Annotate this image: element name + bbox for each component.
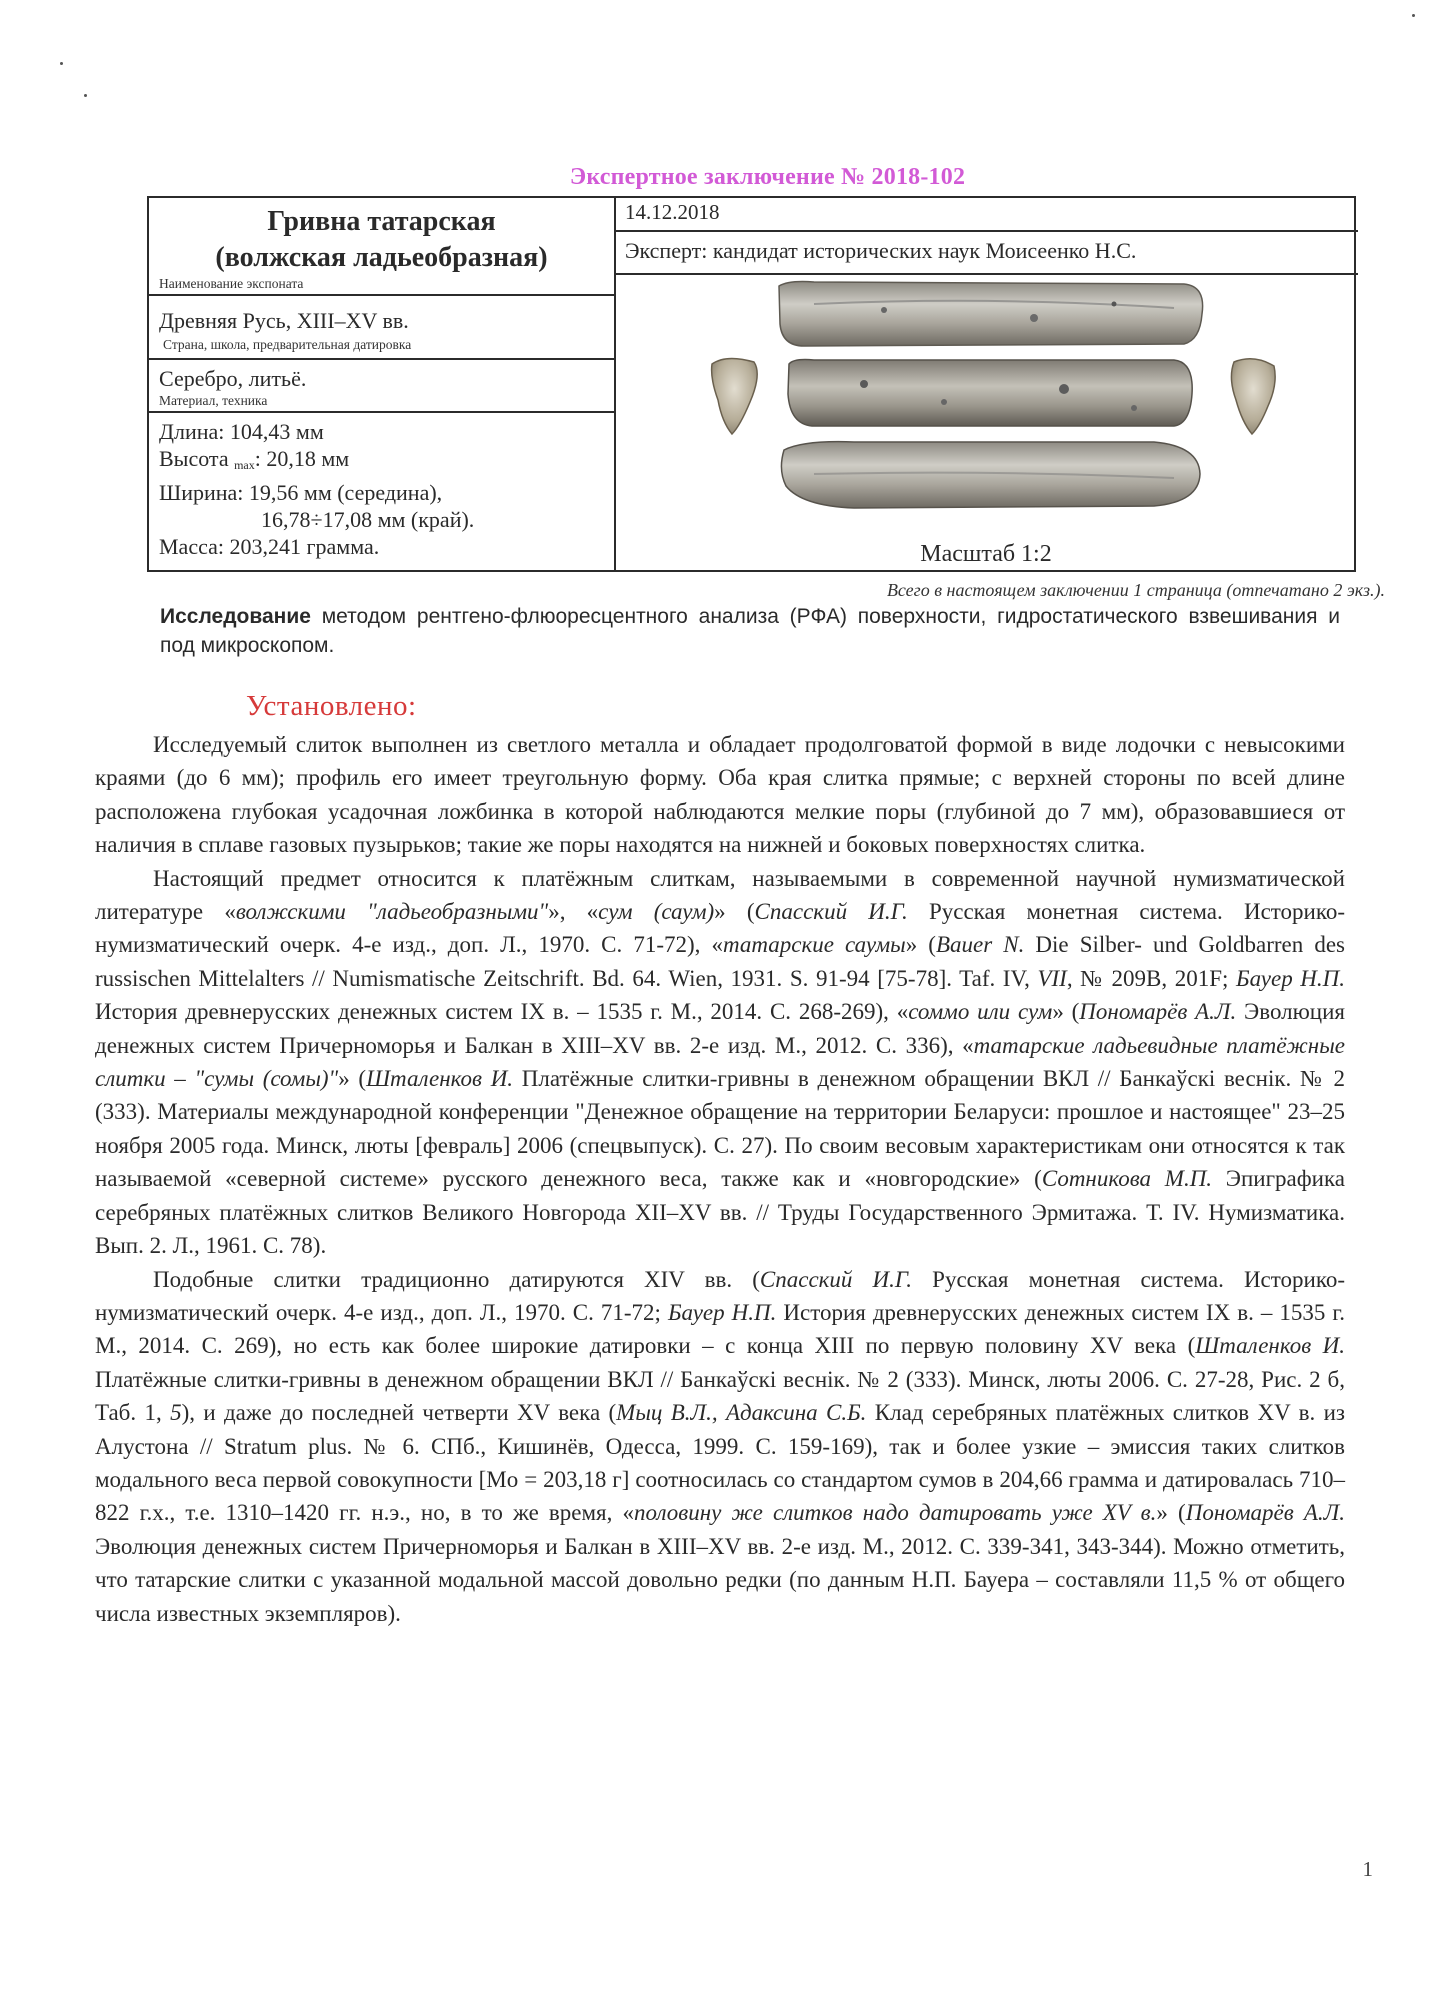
text-run: ), и даже до последней четверти XV века (	[181, 1400, 617, 1426]
document-date: 14.12.2018	[625, 200, 720, 224]
scan-speck	[60, 62, 63, 65]
italic-citation: Пономарёв А.Л.	[1185, 1500, 1345, 1526]
text-run: Эпиграфика серебряных платёжных слитков Великого Новгорода XII–XV вв. // Труды Государственного Эрмитажа. Т. IV. Нумизматика. Вып. 2. Л., 1961. С. 78).	[95, 1166, 1345, 1259]
paragraph-1: Исследуемый слиток выполнен из светлого металла и обладает продолговатой формой в виде лодочки с невысокими краями (до 6 мм); профиль его имеет треугольную форму. Оба края слитка прямые; с верхней стороны по всей длине расположена глубокая усадочная ложбинка в которой наблюдаются мелкие поры (глубиной до 7 мм), образовавшиеся от наличия в сплаве газовых пузырьков; такие же поры находятся на нижней и боковых поверхностях слитка.	[95, 732, 1345, 858]
scale-label: Масштаб 1:2	[920, 541, 1052, 567]
italic-citation: Пономарёв А.Л.	[1079, 999, 1237, 1025]
italic-citation: соммо или сум	[908, 999, 1053, 1025]
page-number: 1	[1362, 1857, 1373, 1881]
exhibit-name-line1: Гривна татарская	[267, 206, 496, 237]
text-run: Русская монетная система. Историко-нумизматический очерк. 4-е изд., доп. Л., 1970. С. 71-72;	[95, 1266, 1345, 1325]
material-caption: Материал, техника	[159, 393, 268, 408]
scan-speck	[1412, 14, 1415, 17]
document-title: Экспертное заключение № 2018-102	[569, 164, 966, 190]
width-value-middle: Ширина: 19,56 мм (середина),	[159, 480, 443, 505]
exhibit-name-line2: (волжская ладьеобразная)	[215, 242, 548, 273]
width-value-edge: 16,78÷17,08 мм (край).	[261, 507, 475, 532]
text-run: » (	[905, 932, 936, 958]
text-run: История древнерусских денежных систем IX в. – 1535 г. М., 2014. С. 269), но есть как более широкие датировки – с конца XIII по первую половину XV века (	[95, 1299, 1345, 1359]
text-run: », «	[548, 899, 599, 925]
italic-citation: Бауер Н.П.	[1236, 965, 1346, 991]
italic-citation: Bauer N.	[935, 932, 1025, 958]
text-run: » (	[338, 1066, 367, 1092]
text-run: Эволюция денежных систем Причерноморья и Балкан в XIII–XV вв. 2-е изд. М., 2012. С. 339-341, 343-344). Можно отметить, что татарские слитки с указанной модальной массой довольно редки (по данным Н.П. Бауера – составляли 11,5 % от общего числа известных экземпляров).	[95, 1533, 1345, 1626]
exhibit-origin: Древняя Русь, XIII–XV вв.	[159, 308, 409, 333]
established-heading: Установлено:	[246, 690, 417, 722]
text-run: Die Silber- und Goldbarren des russischen Mittelalters // Numismatische Zeitschrift. Bd. 64. Wien, 1931. S. 91-94 [75-78]. Taf. IV,	[95, 932, 1345, 991]
text-run: Эволюция денежных систем Причерноморья и Балкан в XIII–XV вв. 2-е изд. М., 2012. С. 336), «	[95, 999, 1345, 1058]
italic-citation: Бауер Н.П.	[667, 1299, 777, 1325]
text-run: Русская монетная система. Историко-нумизматический очерк. 4-е изд., доп. Л., 1970. С. 71-72), «	[95, 899, 1346, 958]
ingot-bottom-view	[781, 442, 1200, 508]
table-rule	[614, 230, 1358, 232]
exhibit-name-caption: Наименование экспоната	[159, 276, 304, 291]
ingot-end-view-right	[1231, 359, 1275, 434]
italic-citation: VII	[1037, 965, 1067, 991]
ingot-side-view	[788, 360, 1192, 427]
text-run: Клад серебряных платёжных слитков XV в. из Алустона // Stratum plus. № 6. СПб., Кишинёв, Одесса, 1999. С. 159-169), так и более узкие – эмиссия таких слитков модального веса первой совокупности [Mo = 203,18 г] соотносилась со стандартом сумов в 204,66 грамма и датировалась 710–822 г.х., т.е. 1310–1420 гг. н.э., но, в то же время, «	[95, 1400, 1345, 1526]
italic-citation: Спасский И.Г.	[759, 1266, 913, 1292]
italic-citation: татарские ладьевидные платёжные слитки – "сумы (сомы)"	[95, 1032, 1345, 1092]
text-run: , № 209B, 201F;	[1066, 965, 1237, 991]
exhibit-name	[149, 204, 614, 276]
text-run: » (	[1156, 1500, 1186, 1526]
origin-caption: Страна, школа, предварительная датировка	[163, 337, 412, 352]
italic-citation: Сотникова М.П.	[1041, 1166, 1213, 1192]
italic-citation: Спасский И.Г.	[754, 899, 908, 925]
pages-note: Всего в настоящем заключении 1 страница (отпечатано 2 экз.).	[886, 580, 1385, 600]
text-run: » (	[1052, 999, 1080, 1025]
italic-citation: Мыц В.Л., Адаксина С.Б.	[616, 1400, 867, 1426]
text-run: Подобные слитки традиционно датируются XIV вв. (	[153, 1266, 760, 1292]
text-run: История древнерусских денежных систем IX в. – 1535 г. М., 2014. С. 268-269), «	[95, 999, 909, 1025]
italic-citation: Шталенков И.	[366, 1066, 514, 1092]
document-body	[95, 728, 1345, 1630]
text-run: Настоящий предмет относится к платёжным слиткам, называемыми в современной научной нумизматической литературе «	[95, 865, 1345, 925]
height-value	[159, 445, 474, 479]
length-value: Длина: 104,43 мм	[159, 419, 324, 444]
expert-name: Эксперт: кандидат исторических наук Моисеенко Н.С.	[625, 238, 1137, 263]
research-method	[160, 602, 1340, 660]
method-text: методом рентгено-флюоресцентного анализа (РФА) поверхности, гидростатического взвешивания и под микроскопом.	[160, 605, 1340, 657]
italic-citation: 5	[170, 1400, 182, 1426]
exhibit-material: Серебро, литьё.	[159, 366, 307, 391]
italic-citation: волжскими "ладьеобразными"	[235, 899, 549, 925]
text-run: Платёжные слитки-гривны в денежном обращении ВКЛ // Банкаўскі веснік. № 2 (333). Материалы международной конференции "Денежное обращение на территории Беларуси: прошлое и настоящее" 23–25 ноября 2005 года. Минск, люты [февраль] 2006 (спецвыпуск). С. 27). По своим весовым характеристикам они относятся к так называемой «северной системе» русского денежного веса, также как и «новгородские» (	[95, 1066, 1345, 1192]
table-rule	[149, 358, 614, 360]
paragraph-2	[95, 862, 1345, 1263]
height-label: Высота	[159, 446, 229, 471]
exhibit-dimensions	[159, 418, 474, 560]
scan-speck	[84, 94, 87, 97]
ingot-photo	[614, 274, 1358, 542]
table-rule	[149, 411, 614, 413]
exhibit-table	[147, 196, 1356, 572]
table-rule	[149, 294, 614, 296]
text-run: Платёжные слитки-гривны в денежном обращении ВКЛ // Банкаўскі веснік. № 2 (333). Минск, люты 2006. С. 27-28, Рис. 2 б, Таб. 1,	[95, 1366, 1345, 1426]
height-subscript: max	[234, 458, 255, 472]
italic-citation: половину же слитков надо датировать уже XV в.	[634, 1500, 1157, 1526]
italic-citation: татарские саумы	[722, 932, 906, 958]
text-run: » (	[714, 899, 755, 925]
method-label: Исследование	[160, 605, 311, 628]
ingot-top-view	[779, 282, 1203, 347]
italic-citation: Шталенков И.	[1195, 1333, 1346, 1359]
italic-citation: сум (саум)	[598, 899, 715, 925]
paragraph-3	[95, 1263, 1345, 1630]
mass-value: Масса: 203,241 грамма.	[159, 534, 380, 559]
ingot-end-view-left	[712, 358, 758, 434]
height-number: : 20,18 мм	[254, 446, 350, 471]
